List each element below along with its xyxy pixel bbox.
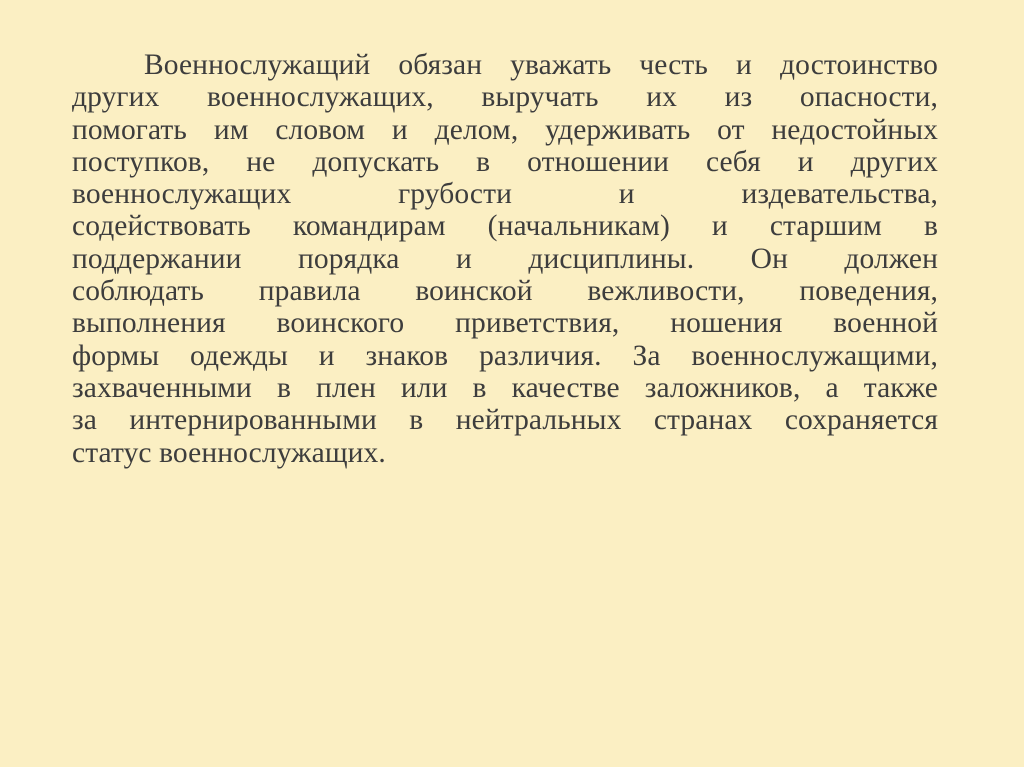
paragraph-line: захваченными в плен или в качестве заложников, а также <box>72 371 938 404</box>
paragraph-line: содействовать командирам (начальникам) и старшим в <box>72 210 938 243</box>
paragraph-line: за интернированными в нейтральных странах сохраняется <box>72 404 938 437</box>
paragraph-line: выполнения воинского приветствия, ношения военной <box>72 307 938 340</box>
paragraph-line: Военнослужащий обязан уважать честь и достоинство <box>144 49 938 81</box>
paragraph-line: военнослужащих грубости и издевательства, <box>72 178 938 211</box>
paragraph-line: помогать им словом и делом, удерживать от недостойных <box>72 113 938 146</box>
paragraph-line: поступков, не допускать в отношении себя и других <box>72 145 938 178</box>
paragraph-line: поддержании порядка и дисциплины. Он должен <box>72 242 938 275</box>
body-paragraph <box>72 49 938 469</box>
paragraph-line: статус военнослужащих. <box>72 436 386 469</box>
paragraph-line: формы одежды и знаков различия. За военнослужащими, <box>72 339 938 372</box>
paragraph-line: соблюдать правила воинской вежливости, поведения, <box>72 275 938 308</box>
paragraph-line: других военнослужащих, выручать их из опасности, <box>72 81 938 114</box>
